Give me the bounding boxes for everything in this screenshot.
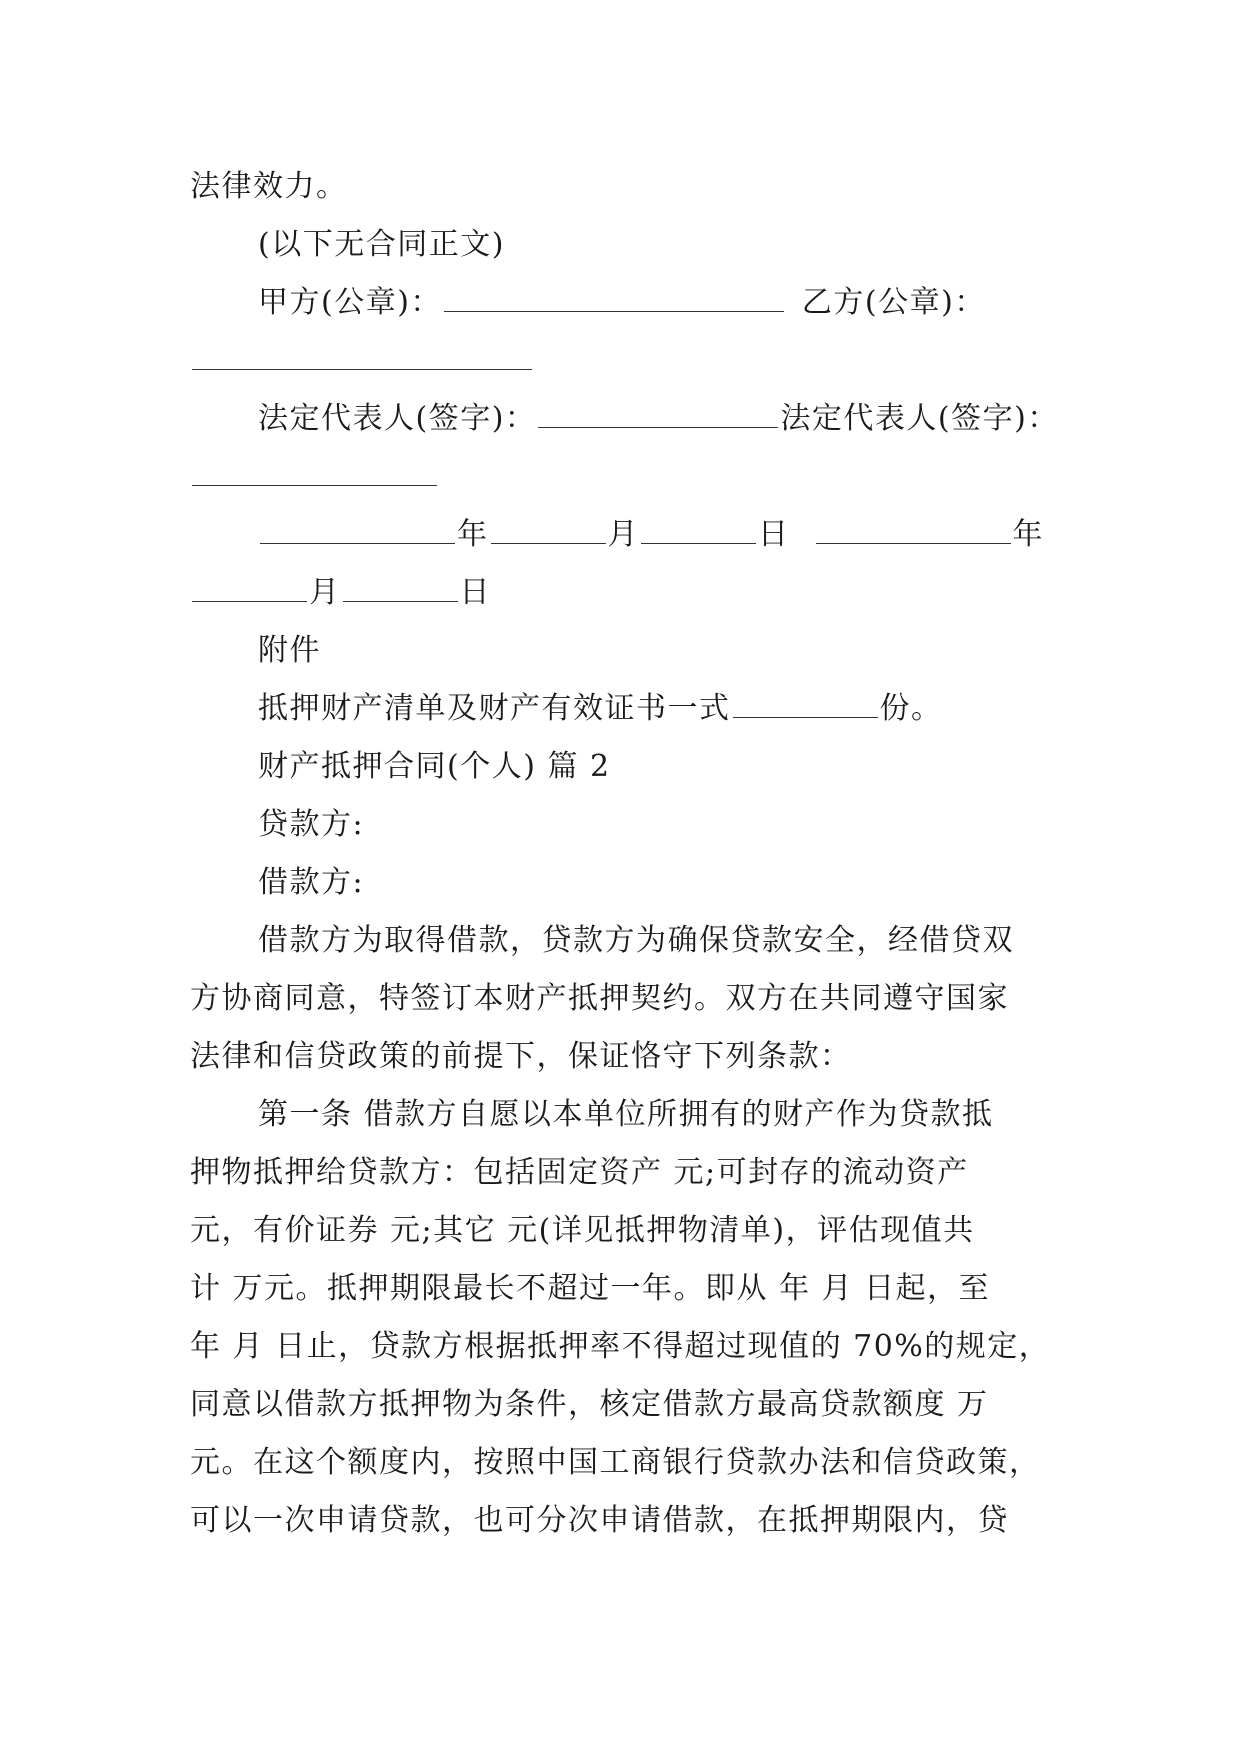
party-b-seal-blank (192, 368, 532, 370)
month-a-label: 月 (607, 517, 639, 552)
section-title: 财产抵押合同(个人) 篇 2 (258, 749, 611, 784)
year-b-label: 年 (1012, 517, 1044, 552)
line-date-a (190, 506, 1060, 564)
party-a-seal-label: 甲方(公章)： (258, 285, 442, 320)
para2-line (190, 1260, 1060, 1318)
line-section-title (190, 738, 1060, 796)
line-borrower (190, 854, 1060, 912)
attachment-copies-blank (733, 716, 878, 718)
para1-text: 借款方为取得借款，贷款方为确保贷款安全，经借贷双 (258, 923, 1014, 958)
para2-line (190, 1086, 1060, 1144)
para1-text: 法律和信贷政策的前提下，保证恪守下列条款： (190, 1039, 852, 1074)
para1-line (190, 912, 1060, 970)
para2-text: 计 万元。抵押期限最长不超过一年。即从 年 月 日起，至 (190, 1271, 991, 1306)
line-attachment-text (190, 680, 1060, 738)
para2-line (190, 1144, 1060, 1202)
legal-effect-text: 法律效力。 (190, 169, 348, 204)
para2-text: 可以一次申请贷款，也可分次申请借款，在抵押期限内，贷 (190, 1503, 1009, 1538)
para2-text: 押物抵押给贷款方：包括固定资产 元;可封存的流动资产 (190, 1155, 969, 1190)
line-attachment-title (190, 622, 1060, 680)
line-date-b (190, 564, 1060, 622)
contract-page (190, 158, 1060, 1550)
para1-text: 方协商同意，特签订本财产抵押契约。双方在共同遵守国家 (190, 981, 1009, 1016)
para2-text: 元。在这个额度内，按照中国工商银行贷款办法和信贷政策， (190, 1445, 1041, 1480)
party-a-seal-blank (444, 310, 784, 312)
day-b-label: 日 (459, 575, 491, 610)
borrower-label: 借款方: (258, 865, 365, 900)
year-b-blank (816, 542, 1011, 544)
para2-line (190, 1492, 1060, 1550)
legal-rep-b-label: 法定代表人(签字)： (780, 401, 1059, 436)
para2-line (190, 1376, 1060, 1434)
attachment-text-after: 份。 (879, 691, 943, 726)
para2-text: 元，有价证券 元;其它 元(详见抵押物清单)，评估现值共 (190, 1213, 975, 1248)
attachment-title: 附件 (258, 633, 321, 668)
year-a-blank (260, 542, 455, 544)
para1-line (190, 970, 1060, 1028)
line-no-more-text (190, 216, 1060, 274)
year-a-label: 年 (457, 517, 489, 552)
lender-label: 贷款方: (258, 807, 365, 842)
no-more-text: (以下无合同正文) (258, 227, 505, 262)
line-legal-rep-b-blank (190, 448, 1060, 506)
legal-rep-a-blank (538, 426, 778, 428)
line-legal-effect (190, 158, 1060, 216)
day-a-label: 日 (758, 517, 790, 552)
month-b-label: 月 (309, 575, 341, 610)
attachment-text-before: 抵押财产清单及财产有效证书一式 (258, 691, 731, 726)
legal-rep-a-label: 法定代表人(签字)： (258, 401, 537, 436)
month-b-blank (192, 600, 307, 602)
para2-text: 同意以借款方抵押物为条件，核定借款方最高贷款额度 万 (190, 1387, 989, 1422)
para2-text: 年 月 日止，贷款方根据抵押率不得超过现值的 70%的规定， (190, 1329, 1051, 1364)
para1-line (190, 1028, 1060, 1086)
para2-text: 第一条 借款方自愿以本单位所拥有的财产作为贷款抵 (258, 1097, 994, 1132)
line-party-b-blank (190, 332, 1060, 390)
para2-line (190, 1318, 1060, 1376)
day-a-blank (641, 542, 756, 544)
line-lender (190, 796, 1060, 854)
line-legal-reps (190, 390, 1060, 448)
month-a-blank (491, 542, 606, 544)
legal-rep-b-blank (192, 484, 437, 486)
party-b-seal-label: 乙方(公章)： (801, 285, 986, 320)
para2-line (190, 1202, 1060, 1260)
para2-line (190, 1434, 1060, 1492)
line-party-seals (190, 274, 1060, 332)
day-b-blank (343, 600, 458, 602)
